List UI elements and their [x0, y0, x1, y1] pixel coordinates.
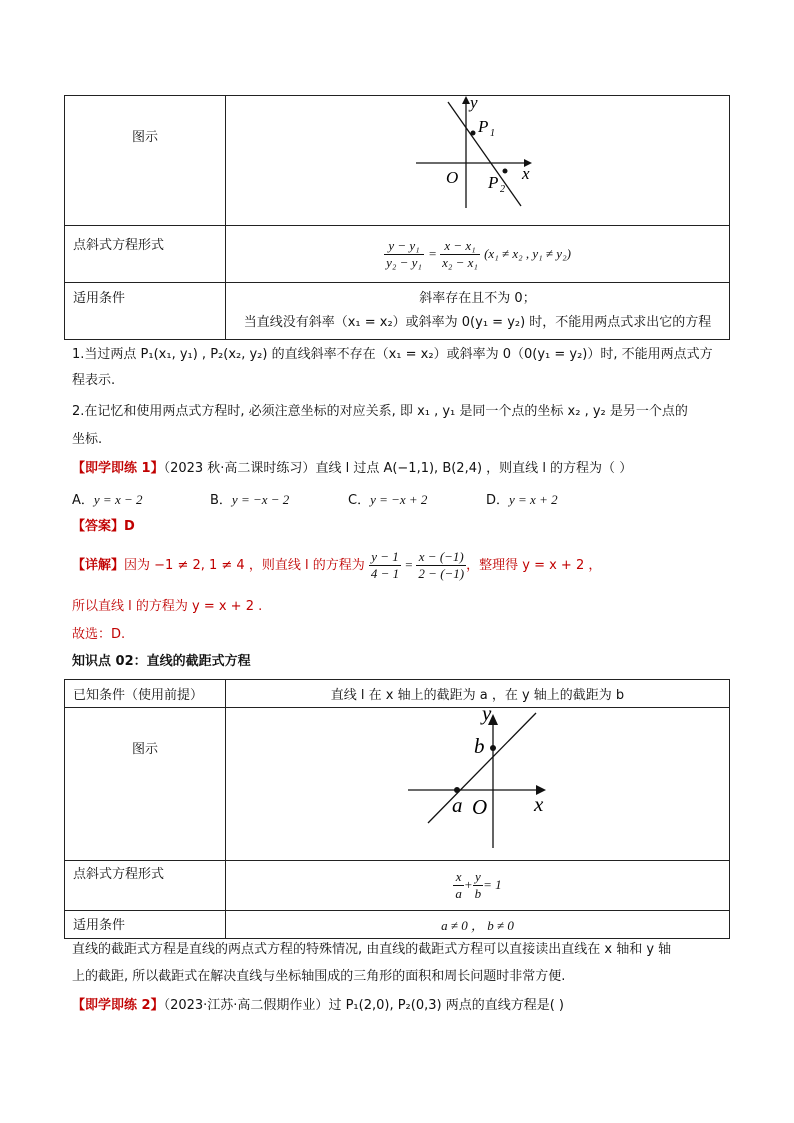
table2-formula-cell — [226, 861, 730, 911]
origin-label: O — [472, 795, 488, 819]
table2-row4-label-cell — [65, 911, 226, 939]
table2-graph-cell — [226, 708, 730, 861]
section2-title: 知识点 02：直线的截距式方程 — [72, 654, 251, 669]
table1-row3-label: 适用条件 — [73, 291, 126, 306]
x-label: x — [534, 792, 544, 816]
option-c[interactable] — [348, 489, 427, 508]
practice2-question — [72, 996, 722, 1016]
option-b[interactable] — [210, 489, 289, 508]
detail-post: ，整理得 y = x + 2 ， — [466, 558, 602, 573]
detail-fraction-1-den: 4 − 1 — [370, 566, 400, 581]
two-point-form-table — [64, 95, 730, 340]
x-label: x — [522, 164, 530, 183]
formula-condition: (x₁ ≠ x₂ , y₁ ≠ y₂) — [484, 245, 571, 261]
note2-line1: 2.在记忆和使用两点式方程时, 必须注意坐标的对应关系, 即 x₁ , y₁ 是同一个点的坐标 x₂ , y₂ 是另一个点的 — [72, 404, 688, 419]
detail-fraction-2 — [416, 549, 466, 582]
table2-row2-label-cell — [65, 708, 226, 861]
option-a-letter: A． — [72, 493, 94, 508]
table2-row1-value: 直线 l 在 x 轴上的截距为 a ，在 y 轴上的截距为 b — [330, 688, 625, 703]
note2-line2: 坐标. — [72, 432, 103, 447]
para3-line2: 上的截距, 所以截距式在解决直线与坐标轴围成的三角形的面积和周长问题时非常方便. — [72, 969, 566, 984]
intercept-frac-y-den: b — [474, 886, 482, 901]
detail-line2: 所以直线 l 的方程为 y = x + 2 . — [72, 599, 263, 614]
intercept-frac-y-num: y — [473, 869, 484, 886]
intercept-frac-x — [453, 869, 464, 902]
intercept-plus: + — [463, 877, 473, 892]
detail-choose: 故选：D. — [72, 627, 126, 642]
detail-tag: 【详解】 — [72, 558, 125, 573]
table2-row1-value-cell — [226, 680, 730, 708]
point-b — [490, 745, 496, 751]
intercept-rhs: = 1 — [483, 877, 502, 892]
table1-row3-label-cell — [65, 283, 226, 340]
formula-right-denominator: x₂ − x₁ — [442, 254, 478, 270]
formula-right-fraction — [440, 238, 480, 271]
intercept-frac-x-den: a — [455, 886, 462, 901]
practice1-detail: 【详解】因为 −1 ≠ 2, 1 ≠ 4 ，则直线 l 的方程为 $\frac{y - 1}{4 - 1}$ = $\frac{x - (-1)}{2 - (-1)}$ ，整理得 y = x + 2 ， — [72, 549, 602, 581]
p2-subscript: 2 — [500, 184, 505, 195]
table2-row3-label-cell — [65, 861, 226, 911]
practice2-tag: 【即学即练 2】 — [72, 998, 164, 1013]
practice1-tag: 【即学即练 1】 — [72, 461, 164, 476]
table2-row3-label: 点斜式方程形式 — [73, 867, 165, 882]
point-p1 — [471, 131, 476, 136]
answer-value: D — [124, 519, 135, 534]
note1-line2: 程表示. — [72, 373, 116, 388]
table1-row2-label: 点斜式方程形式 — [73, 238, 165, 253]
table2-row1-label: 已知条件（使用前提） — [73, 688, 204, 703]
formula-left-fraction — [384, 238, 424, 271]
table1-row1-label: 图示 — [131, 130, 158, 145]
intercept-graph — [226, 708, 726, 856]
note1-line1: 1.当过两点 P₁(x₁, y₁) , P₂(x₂, y₂) 的直线斜率不存在（x₁ = x₂）或斜率为 0（0(y₁ = y₂)）时, 不能用两点式方 — [72, 347, 713, 362]
option-d[interactable] — [486, 489, 558, 508]
detail-fraction-2-den: 2 − (−1) — [418, 566, 465, 581]
practice2-question-text: 过 P₁(2,0), P₂(0,3) 两点的直线方程是( ) — [328, 998, 564, 1013]
two-point-graph — [226, 96, 726, 221]
p2-label: P — [488, 173, 499, 192]
table2-row2-label: 图示 — [131, 742, 158, 757]
answer-tag: 【答案】 — [72, 519, 125, 534]
detail-fraction-2-num: x − (−1) — [416, 549, 466, 566]
b-label: b — [474, 734, 485, 758]
option-b-letter: B． — [210, 493, 232, 508]
intercept-frac-y — [473, 869, 484, 902]
point-p2 — [503, 169, 508, 174]
detail-pre: 因为 −1 ≠ 2, 1 ≠ 4 ，则直线 l 的方程为 — [124, 558, 365, 573]
formula-left-numerator: y − y₁ — [384, 238, 424, 255]
condition-line1: 斜率存在且不为 0； — [419, 291, 536, 306]
table1-row2-label-cell — [65, 226, 226, 283]
table1-graph-cell — [226, 96, 730, 226]
condition-line2: 当直线没有斜率（x₁ = x₂）或斜率为 0(y₁ = y₂) 时，不能用两点式求出它的方程 — [243, 315, 712, 330]
y-label: y — [470, 96, 478, 112]
option-c-text: y = −x + 2 — [370, 492, 428, 507]
practice1-answer — [72, 517, 722, 537]
option-a-text: y = x − 2 — [93, 492, 143, 507]
option-a[interactable] — [72, 489, 143, 508]
p1-label: P — [478, 117, 489, 136]
practice1-source: （2023 秋·高二课时练习） — [163, 461, 316, 476]
option-c-letter: C． — [348, 493, 371, 508]
option-d-text: y = x + 2 — [509, 492, 558, 507]
table1-row1-label-cell — [65, 96, 226, 226]
origin-label: O — [446, 168, 459, 187]
formula-left-denominator: y₂ − y₁ — [386, 254, 422, 270]
detail-fraction-1-num: y − 1 — [369, 549, 401, 566]
para3-line1: 直线的截距式方程是直线的两点式方程的特殊情况, 由直线的截距式方程可以直接读出直线在 x 轴和 y 轴 — [72, 942, 672, 957]
table2-row1-label-cell — [65, 680, 226, 708]
table1-condition-cell — [226, 283, 730, 340]
table1-formula-cell: $\frac{\text{y − y₁}}{\text{y₂ − y₁}}$ = $\frac{\text{x − x₁}}{\text{x₂ − x₁}}$ (x₁ ≠ x₂ , y₁ ≠ y₂) — [226, 226, 730, 283]
practice2-source: （2023·江苏·高二假期作业） — [163, 998, 329, 1013]
table2-row4-label: 适用条件 — [73, 918, 126, 933]
table2-row4-value: a ≠ 0 ， b ≠ 0 — [441, 918, 514, 933]
table2-row4-value-cell — [226, 911, 730, 939]
practice1-question — [72, 459, 722, 479]
option-d-letter: D． — [486, 493, 510, 508]
a-label: a — [452, 793, 463, 817]
formula-right-numerator: x − x₁ — [440, 238, 480, 255]
y-axis-arrow-icon — [462, 96, 470, 104]
y-label: y — [482, 708, 492, 725]
detail-fraction-1 — [369, 549, 401, 582]
practice1-question-text: 直线 l 过点 A(−1,1), B(2,4) ，则直线 l 的方程为（ ） — [315, 461, 633, 476]
p1-subscript: 1 — [490, 128, 495, 139]
option-b-text: y = −x − 2 — [231, 492, 290, 507]
intercept-frac-x-num: x — [453, 869, 464, 886]
intercept-form-table — [64, 679, 730, 939]
